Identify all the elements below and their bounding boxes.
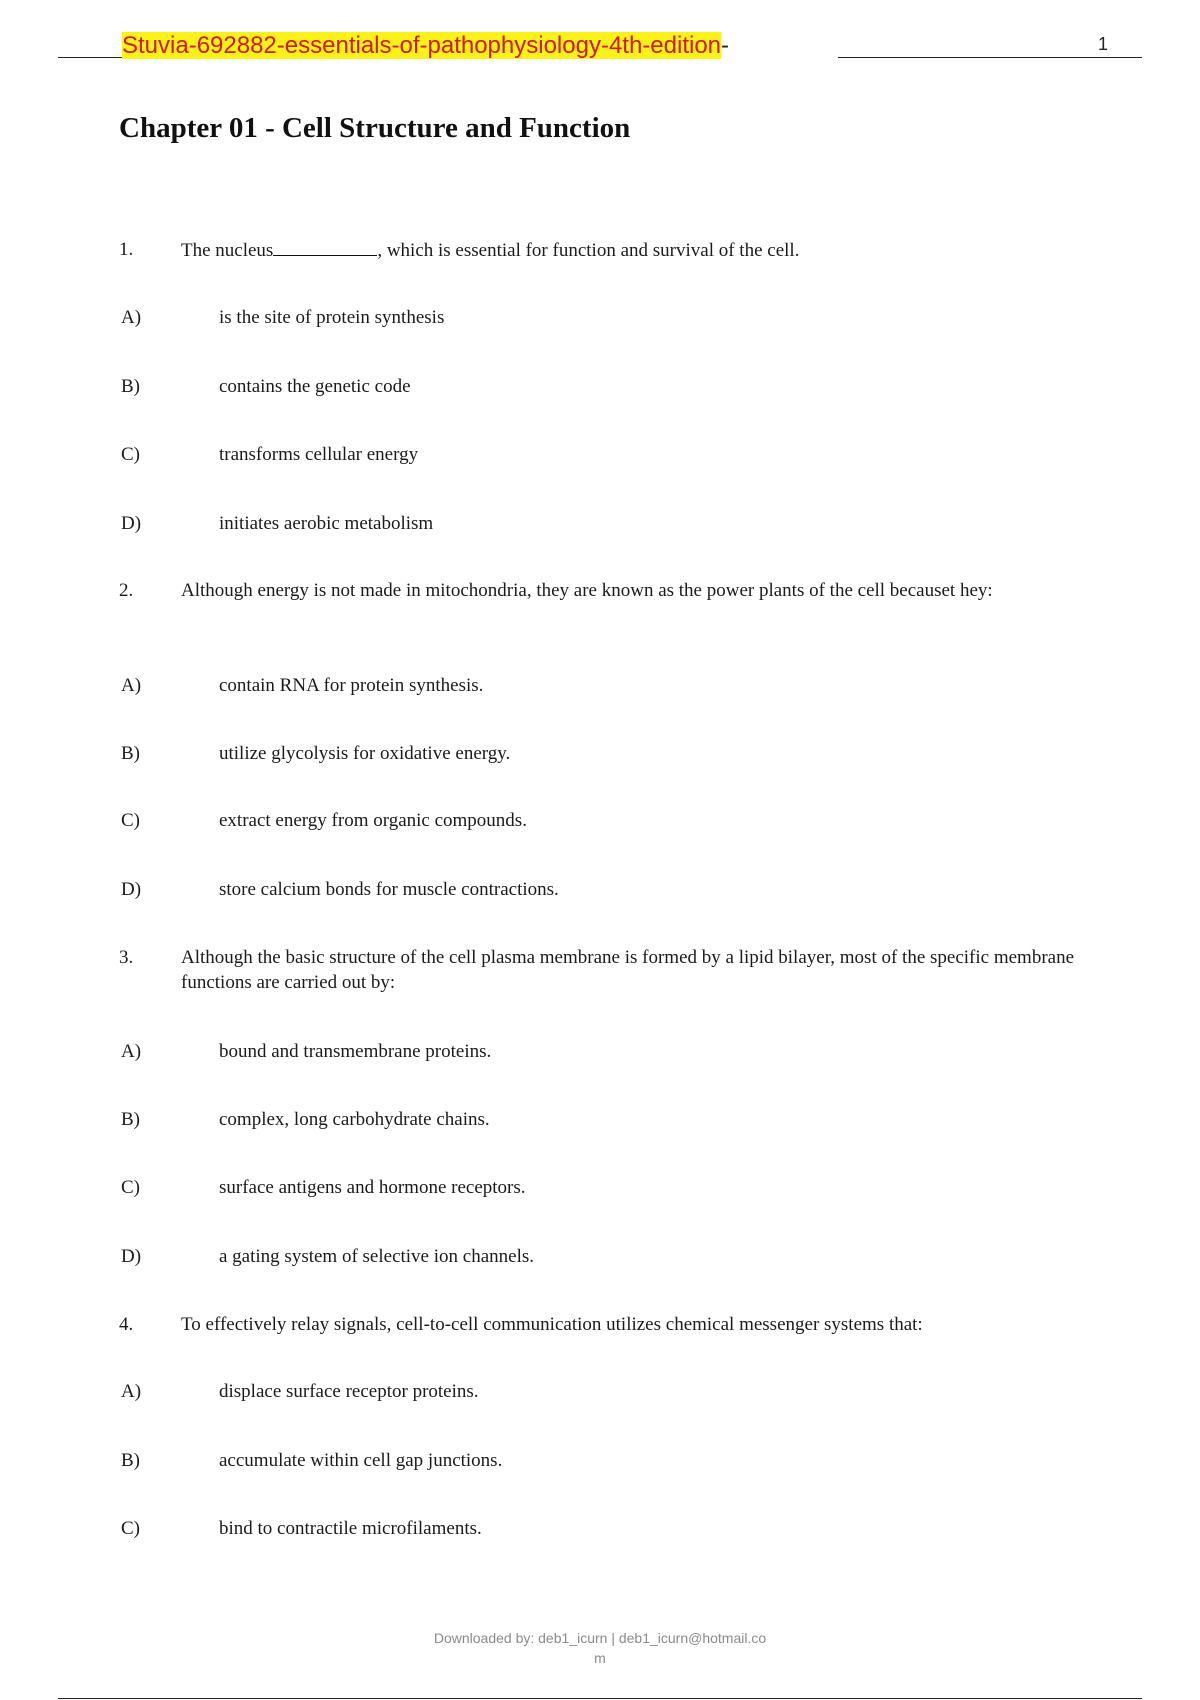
option-text: surface antigens and hormone receptors. (219, 1177, 526, 1198)
option-letter: A) (121, 1381, 142, 1402)
option-text: contain RNA for protein synthesis. (219, 675, 484, 696)
question-text: Although the basic structure of the cell plasma membrane is formed by a lipid bilayer, most of the specific membrane functions are carried out by: (181, 947, 1075, 993)
question-text: Although energy is not made in mitochondria, they are known as the power plants of the cell becauset hey: (181, 580, 993, 601)
option-letter: D) (121, 879, 142, 900)
header-rule-left (58, 57, 122, 58)
answer-blank (273, 237, 377, 256)
option-text: extract energy from organic compounds. (219, 810, 527, 831)
option-letter: B) (121, 1450, 140, 1471)
footer-rule (58, 1698, 1142, 1699)
option-text: bound and transmembrane proteins. (219, 1041, 492, 1062)
option-letter: C) (121, 810, 140, 831)
option-letter: C) (121, 444, 140, 465)
question-number: 4. (119, 1314, 134, 1335)
option-text: store calcium bonds for muscle contractions. (219, 879, 559, 900)
option-letter: C) (121, 1177, 140, 1198)
option-letter: A) (121, 675, 142, 696)
footer-line-1: Downloaded by: deb1_icurn | deb1_icurn@hotmail.co (433, 1630, 767, 1646)
page-number: 1 (1098, 34, 1109, 54)
question-number: 1. (119, 239, 134, 260)
option-text: initiates aerobic metabolism (219, 513, 434, 534)
option-text: accumulate within cell gap junctions. (219, 1450, 503, 1471)
question-number: 2. (119, 580, 134, 601)
option-letter: B) (121, 376, 140, 397)
question-text-before-blank: The nucleus (181, 240, 274, 261)
download-footer (0, 1628, 1200, 1668)
option-letter: C) (121, 1518, 140, 1539)
page-header (58, 30, 1142, 60)
question-text-after-blank: , which is essential for function and survival of the cell. (377, 240, 800, 261)
header-rule-right (838, 57, 1142, 58)
question-number: 3. (119, 947, 134, 968)
option-letter: A) (121, 307, 142, 328)
option-text: displace surface receptor proteins. (219, 1381, 479, 1402)
option-text: is the site of protein synthesis (219, 307, 445, 328)
option-letter: B) (121, 743, 140, 764)
option-letter: D) (121, 1246, 142, 1267)
question-text: To effectively relay signals, cell-to-cell communication utilizes chemical messenger systems that: (181, 1314, 923, 1335)
option-letter: A) (121, 1041, 142, 1062)
footer-line-2: m (594, 1650, 606, 1666)
option-letter: D) (121, 513, 142, 534)
option-letter: B) (121, 1109, 140, 1130)
option-text: utilize glycolysis for oxidative energy. (219, 743, 511, 764)
option-text: contains the genetic code (219, 376, 411, 397)
document-title-highlight: Stuvia-692882-essentials-of-pathophysiology-4th-edition (122, 32, 722, 59)
question-text (181, 237, 1079, 263)
document-title (122, 32, 729, 60)
option-text: a gating system of selective ion channels. (219, 1246, 534, 1267)
option-text: complex, long carbohydrate chains. (219, 1109, 490, 1130)
document-title-suffix: - (721, 32, 730, 59)
option-text: bind to contractile microfilaments. (219, 1518, 482, 1539)
option-text: transforms cellular energy (219, 444, 419, 465)
chapter-title: Chapter 01 - Cell Structure and Function (119, 112, 631, 144)
